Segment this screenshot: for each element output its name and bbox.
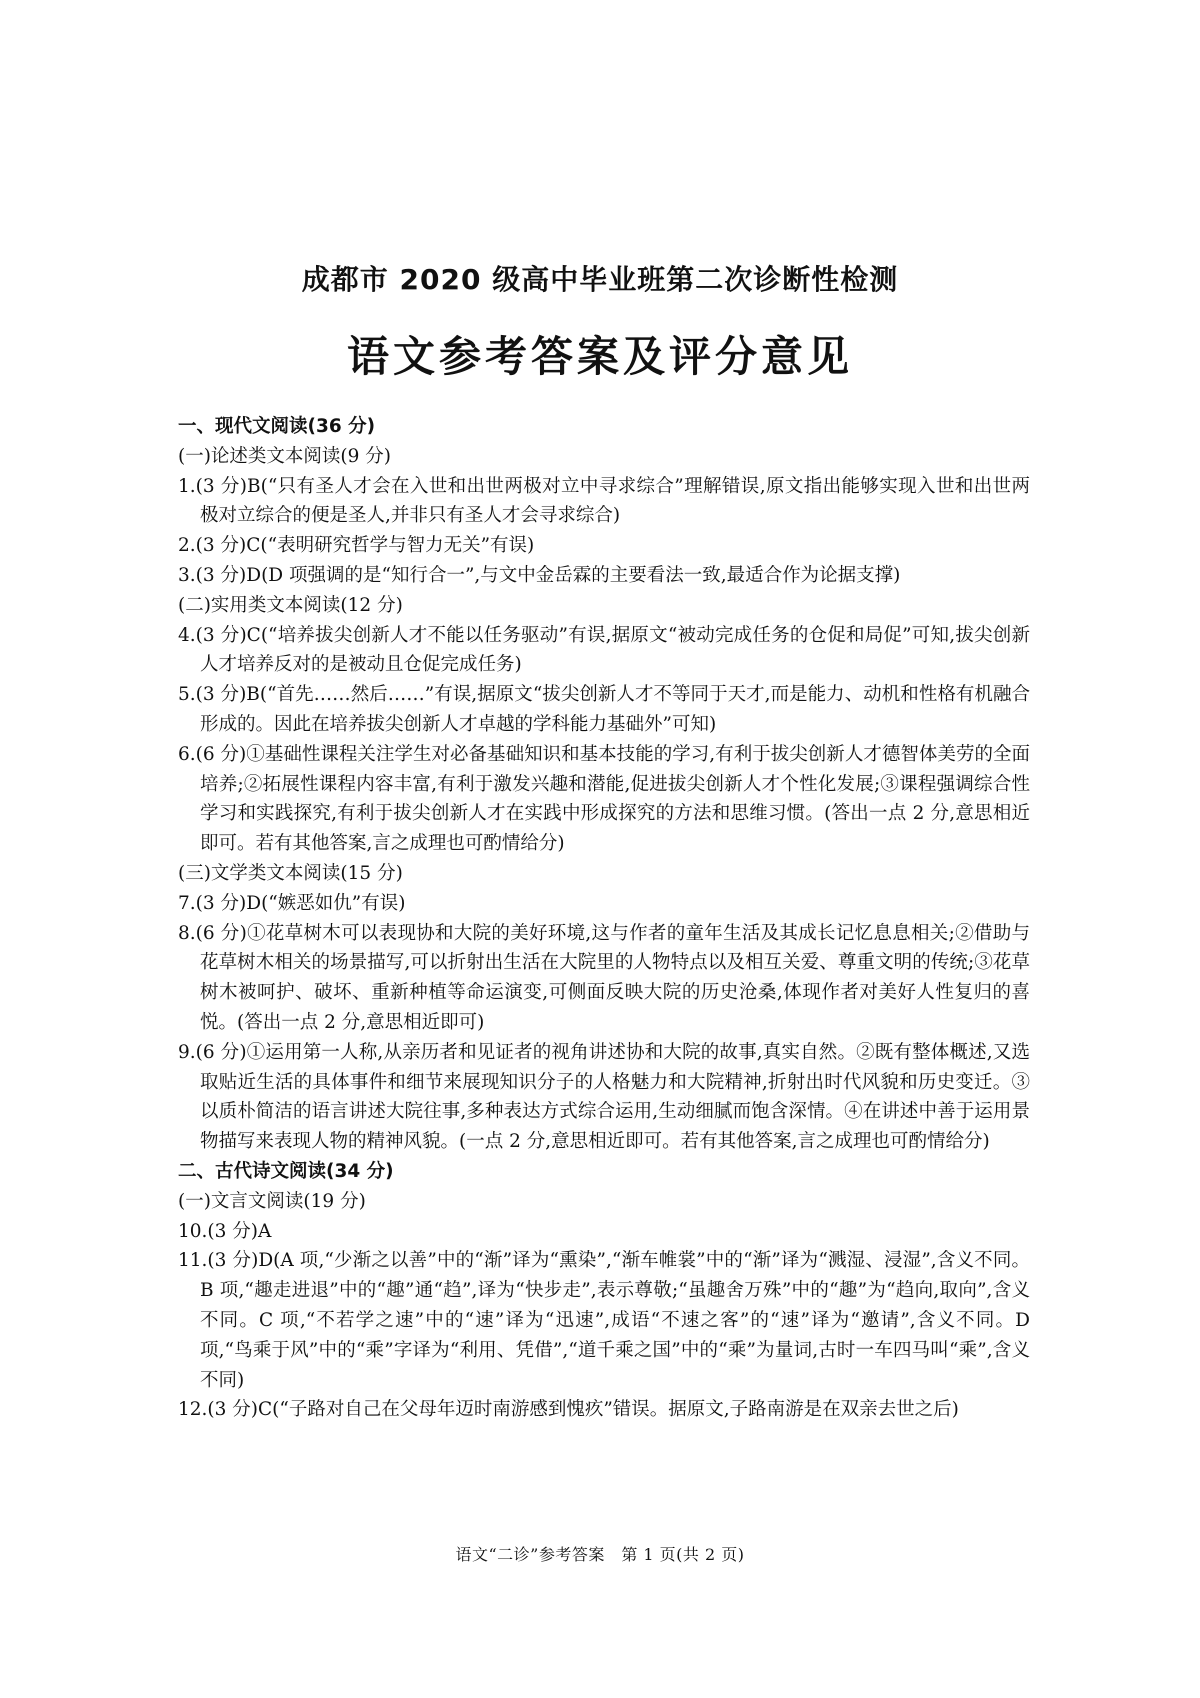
section-heading: 一、现代文阅读(36 分) — [178, 416, 376, 437]
answer-item: 10.(3 分)A — [178, 1220, 272, 1242]
answer-item: 2.(3 分)C(“表明研究哲学与智力无关”有误) — [178, 535, 535, 557]
answer-item: 8.(6 分)①花草树木可以表现协和大院的美好环境,这与作者的童年生活及其成长记忆息息相关;②借助与花草树木相关的场景描写,可以折射出生活在大院里的人物特点以及相互关爱、尊重文明的传统;③花草树木被呵护、破坏、重新种植等命运演变,可侧面反映大院的历史沧桑,体现作者对美好人性复归的喜悦。(答出一点 2 分,意思相近即可) — [178, 922, 1030, 1033]
answer-item: 3.(3 分)D(D 项强调的是“知行合一”,与文中金岳霖的主要看法一致,最适合作为论据支撑) — [178, 564, 901, 586]
subsection-heading: (一)文言文阅读(19 分) — [178, 1190, 366, 1212]
section-heading: 二、古代诗文阅读(34 分) — [178, 1160, 394, 1182]
answer-content — [178, 412, 1030, 1425]
subsection-heading: (三)文学类文本阅读(15 分) — [178, 862, 403, 884]
answer-item: 4.(3 分)C(“培养拔尖创新人才不能以任务驱动”有误,据原文“被动完成任务的仓促和局促”可知,拔尖创新人才培养反对的是被动且仓促完成任务) — [178, 624, 1030, 676]
answer-item: 6.(6 分)①基础性课程关注学生对必备基础知识和基本技能的学习,有利于拔尖创新人才德智体美劳的全面培养;②拓展性课程内容丰富,有利于激发兴趣和潜能,促进拔尖创新人才个性化发展;③课程强调综合性学习和实践探究,有利于拔尖创新人才在实践中形成探究的方法和思维习惯。(答出一点 2 分,意思相近即可。若有其他答案,言之成理也可酌情给分) — [178, 743, 1030, 855]
answer-item: 5.(3 分)B(“首先……然后……”有误,据原文“拔尖创新人才不等同于天才,而是能力、动机和性格有机融合形成的。因此在培养拔尖创新人才卓越的学科能力基础外”可知) — [178, 684, 1030, 735]
subsection-heading: (一)论述类文本阅读(9 分) — [178, 445, 392, 467]
answer-item: 12.(3 分)C(“子路对自己在父母年迈时南游感到愧疚”错误。据原文,子路南游是在双亲去世之后) — [178, 1399, 959, 1421]
answer-item: 7.(3 分)D(“嫉恶如仇”有误) — [178, 892, 406, 914]
answer-item: 1.(3 分)B(“只有圣人才会在入世和出世两极对立中寻求综合”理解错误,原文指出能够实现入世和出世两极对立综合的便是圣人,并非只有圣人才会寻求综合) — [178, 475, 1030, 527]
document-title: 语文参考答案及评分意见 — [346, 332, 853, 381]
subsection-heading: (二)实用类文本阅读(12 分) — [178, 594, 403, 616]
answer-item: 11.(3 分)D(A 项,“少渐之以善”中的“渐”译为“熏染”,“渐车帷裳”中的“渐”译为“溅湿、浸湿”,含义不同。B 项,“趣走进退”中的“趣”通“趋”,译为“快步走”,表示尊敬;“虽趣舍万殊”中的“趣”为“趋向,取向”,含义不同。C 项,“不若学之速”中的“速”译为“迅速”,成语“不速之客”的“速”译为“邀请”,含义不同。D 项,“鸟乘于风”中的“乘”字译为“利用、凭借”,“道千乘之国”中的“乘”为量词,古时一车四马叫“乘”,含义不同) — [178, 1250, 1030, 1391]
exam-title: 成都市 2020 级高中毕业班第二次诊断性检测 — [301, 263, 899, 296]
page-footer: 语文“二诊”参考答案 第 1 页(共 2 页) — [455, 1545, 745, 1564]
answer-item: 9.(6 分)①运用第一人称,从亲历者和见证者的视角讲述协和大院的故事,真实自然。②既有整体概述,又选取贴近生活的具体事件和细节来展现知识分子的人格魅力和大院精神,折射出时代风貌和历史变迁。③以质朴简洁的语言讲述大院往事,多种表达方式综合运用,生动细腻而饱含深情。④在讲述中善于运用景物描写来表现人物的精神风貌。(一点 2 分,意思相近即可。若有其他答案,言之成理也可酌情给分) — [178, 1041, 1030, 1153]
